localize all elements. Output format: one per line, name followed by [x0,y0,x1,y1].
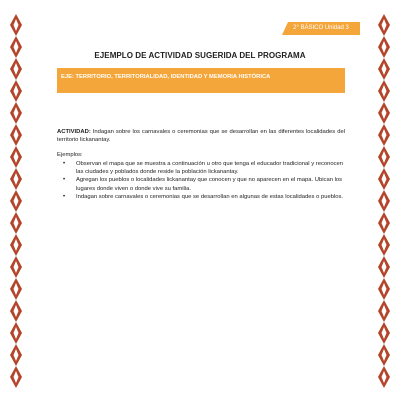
axis-banner-text: EJE: TERRITORIO, TERRITORIALIDAD, IDENTIDAD Y MEMORIA HISTÓRICA [61,74,271,80]
bullet-icon: • [63,177,66,184]
activity-content [57,128,345,201]
page-title: EJEMPLO DE ACTIVIDAD SUGERIDA DEL PROGRAMA [94,51,306,60]
examples-label: Ejemplos: [57,151,83,158]
decorative-border-left [10,14,22,388]
border-pattern-left [10,14,22,388]
axis-banner [57,68,345,93]
activity-description: Indagan sobre los carnavales o ceremonias que se desarrollan en las diferentes localidades del territorio lickanantay. [57,129,346,144]
list-item [57,176,345,193]
activity-label: ACTIVIDAD: [57,129,91,135]
list-item-text: Agregan los pueblos o localidades lickanantay que conocen y que no aparecen en el mapa. Ubican los lugares donde viven o donde vive su familia. [76,177,343,192]
example-list [57,160,345,201]
list-item-text: Indagan sobre carnavales o ceremonias que se desarrollan en algunas de estas localidades o pueblos. [76,194,344,201]
border-pattern-right [378,14,390,388]
bullet-icon: • [63,160,66,167]
bullet-icon: • [63,194,66,201]
list-item [57,193,345,201]
decorative-border-right [378,14,390,388]
activity-paragraph [57,128,345,145]
list-item [57,160,345,177]
list-item-text: Observan el mapa que se muestra a continuación u otro que tenga el educador tradicional y reconocen las ciudades y poblados donde reside la población lickanantay. [76,160,344,176]
unit-badge: 2° BÁSICO Unidad 3 [293,25,349,31]
